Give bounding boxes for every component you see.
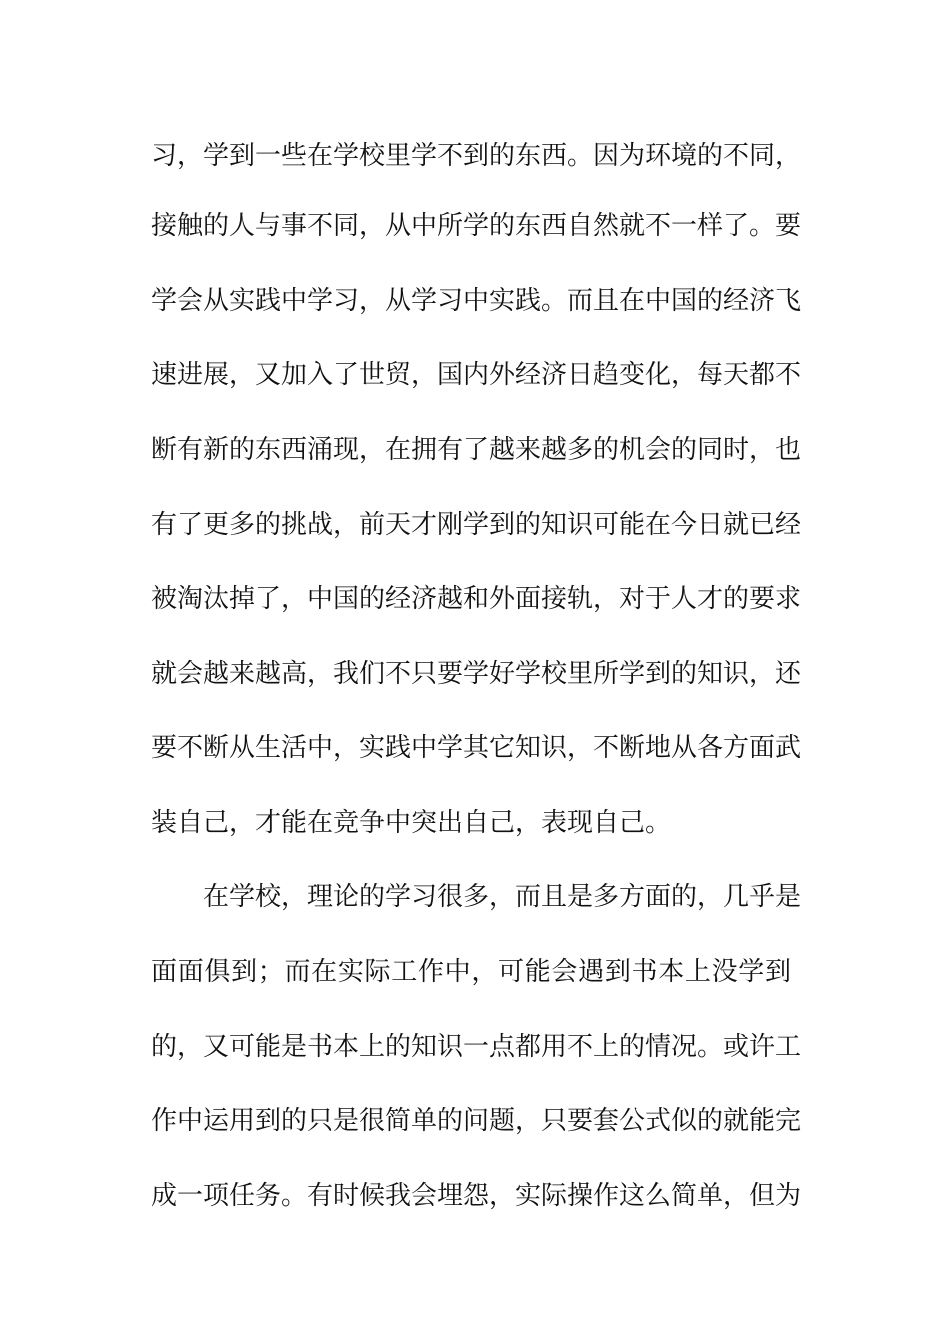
text-line: 被淘汰掉了，中国的经济越和外面接轨，对于人才的要求 <box>151 584 802 614</box>
text-line: 的，又可能是书本上的知识一点都用不上的情况。或许工 <box>151 1032 802 1062</box>
text-line: 习，学到一些在学校里学不到的东西。因为环境的不同， <box>151 141 802 171</box>
text-line: 要不断从生活中，实践中学其它知识，不断地从各方面武 <box>151 733 802 763</box>
text-line: 面面俱到；而在实际工作中，可能会遇到书本上没学到 <box>151 957 791 987</box>
text-line: 学会从实践中学习，从学习中实践。而且在中国的经济飞 <box>151 286 802 316</box>
text-line: 就会越来越高，我们不只要学好学校里所学到的知识，还 <box>151 659 802 689</box>
text-line: 接触的人与事不同，从中所学的东西自然就不一样了。要 <box>151 211 802 241</box>
text-line: 有了更多的挑战，前天才刚学到的知识可能在今日就已经 <box>151 510 802 540</box>
text-line: 作中运用到的只是很简单的问题，只要套公式似的就能完 <box>151 1106 802 1136</box>
text-line: 成一项任务。有时候我会埋怨，实际操作这么简单，但为 <box>151 1181 802 1211</box>
text-line: 装自己，才能在竞争中突出自己，表现自己。 <box>151 808 672 838</box>
paragraph-first-line: 在学校，理论的学习很多，而且是多方面的，几乎是 <box>203 882 802 912</box>
text-line: 速进展，又加入了世贸，国内外经济日趋变化，每天都不 <box>151 360 802 390</box>
text-line: 断有新的东西涌现，在拥有了越来越多的机会的同时，也 <box>151 435 802 465</box>
